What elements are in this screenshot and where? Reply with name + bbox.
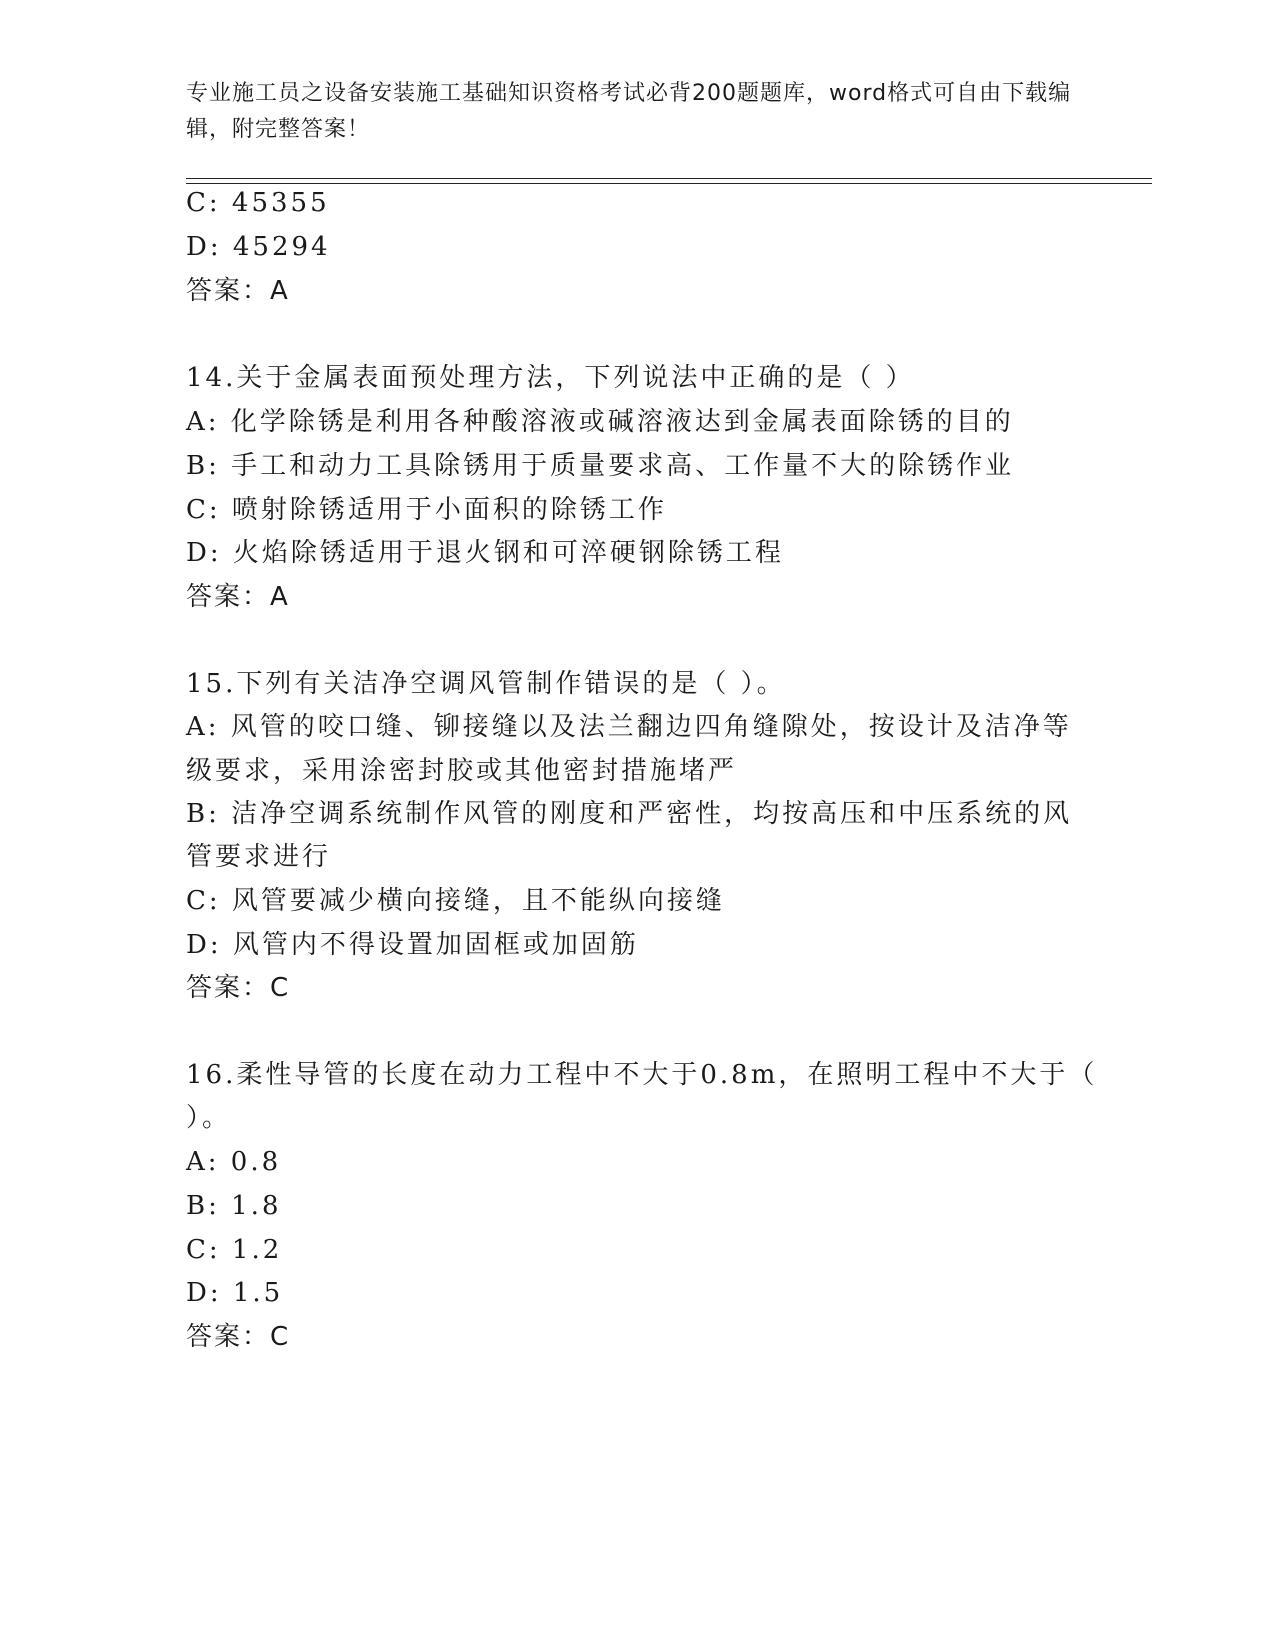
- option-b: B: 洁净空调系统制作风管的刚度和严密性，均按高压和中压系统的风: [186, 799, 1073, 829]
- answer: 答案：A: [186, 276, 290, 306]
- option-b: B: 1.8: [186, 1191, 282, 1221]
- option-c: C: 风管要减少横向接缝，且不能纵向接缝: [186, 886, 725, 916]
- option-c: C: 1.2: [186, 1235, 283, 1265]
- answer: 答案：A: [186, 582, 290, 612]
- option-a: A: 风管的咬口缝、铆接缝以及法兰翻边四角缝隙处，按设计及洁净等: [186, 712, 1072, 742]
- option-a-continued: 级要求，采用涂密封胶或其他密封措施堵严: [186, 756, 738, 786]
- answer: 答案：C: [186, 973, 291, 1003]
- option-b-continued: 管要求进行: [186, 842, 332, 872]
- option-a: A: 0.8: [186, 1147, 282, 1177]
- header-divider-top: [186, 178, 1152, 179]
- question-stem-continued: ）。: [186, 1103, 232, 1133]
- option-c: C: 喷射除锈适用于小面积的除锈工作: [186, 495, 667, 525]
- option-b: B: 手工和动力工具除锈用于质量要求高、工作量不大的除锈作业: [186, 451, 1015, 481]
- option-a: A: 化学除锈是利用各种酸溶液或碱溶液达到金属表面除锈的目的: [186, 407, 1014, 437]
- option-c: C: 45355: [186, 188, 330, 218]
- option-d: D: 1.5: [186, 1278, 284, 1308]
- header-divider-bottom: [186, 183, 1152, 184]
- question-stem: 14.关于金属表面预处理方法，下列说法中正确的是（ ）: [186, 363, 915, 393]
- question-stem: 15.下列有关洁净空调风管制作错误的是（ ）。: [186, 669, 786, 699]
- option-d: D: 风管内不得设置加固框或加固筋: [186, 930, 639, 960]
- answer: 答案：C: [186, 1322, 291, 1352]
- option-d: D: 火焰除锈适用于退火钢和可淬硬钢除锈工程: [186, 538, 784, 568]
- option-d: D: 45294: [186, 232, 331, 262]
- question-stem: 16.柔性导管的长度在动力工程中不大于0.8m，在照明工程中不大于（: [186, 1060, 1098, 1090]
- document-header: 专业施工员之设备安装施工基础知识资格考试必背200题题库，word格式可自由下载编辑，附完整答案！: [186, 81, 1072, 142]
